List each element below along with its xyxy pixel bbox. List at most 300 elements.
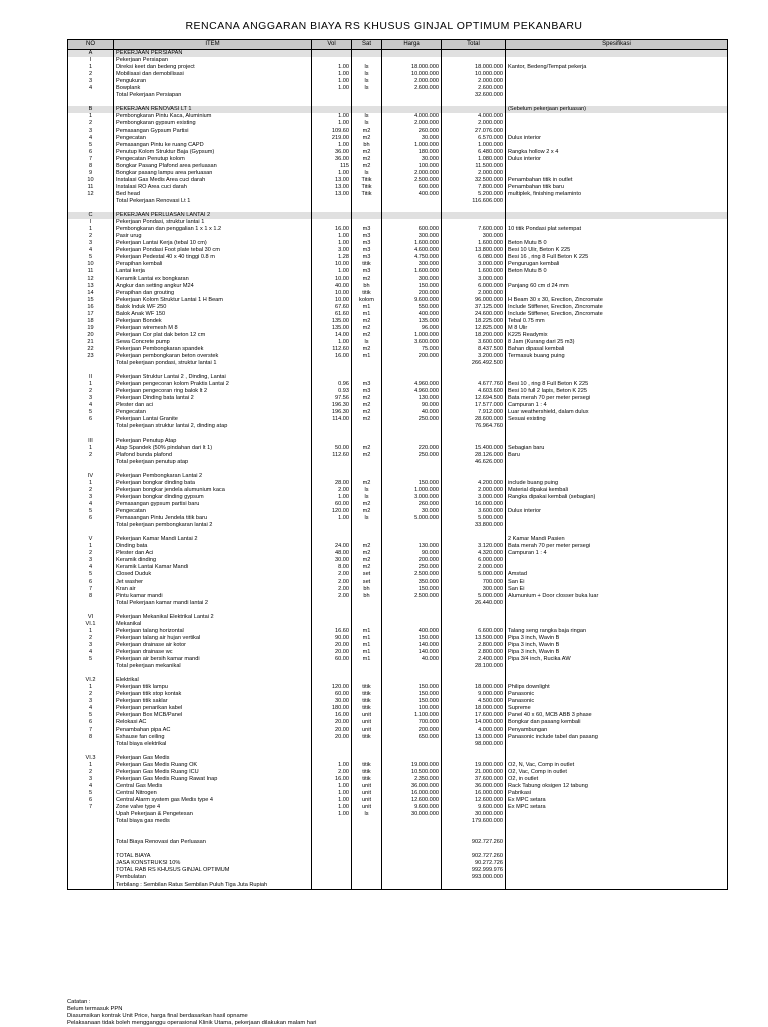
total-price: 11.500.000 xyxy=(442,163,506,170)
table-header-row xyxy=(68,40,728,50)
row-number: 2 xyxy=(68,635,114,642)
unit-price: 2.000.000 xyxy=(382,120,442,127)
table-row xyxy=(68,261,728,268)
unit-price: 1.000.000 xyxy=(382,142,442,149)
unit-price: 130.000 xyxy=(382,395,442,402)
unit-price: 3.000.000 xyxy=(382,494,442,501)
item-description: Pemasangan Pintu ke ruang CAPD xyxy=(114,142,312,149)
row-number: 4 xyxy=(68,649,114,656)
specification xyxy=(506,459,728,466)
row-number: 1 xyxy=(68,226,114,233)
unit: unit xyxy=(352,712,382,719)
row-number xyxy=(68,431,114,438)
item-description xyxy=(114,846,312,853)
unit xyxy=(352,423,382,430)
spacer-row xyxy=(68,367,728,374)
unit: titik xyxy=(352,290,382,297)
row-number: 15 xyxy=(68,297,114,304)
table-row xyxy=(68,57,728,64)
unit: titik xyxy=(352,691,382,698)
item-description: Pengecatan xyxy=(114,135,312,142)
unit-price: 30.000 xyxy=(382,156,442,163)
specification xyxy=(506,557,728,564)
unit: m2 xyxy=(352,501,382,508)
specification xyxy=(506,113,728,120)
item-description: Pekerjaan Pondasi Foot plate tebal 30 cm xyxy=(114,247,312,254)
specification: San Ei xyxy=(506,586,728,593)
volume: 1.00 xyxy=(312,790,352,797)
total-price: 9.000.000 xyxy=(442,691,506,698)
specification: Dulux interior xyxy=(506,135,728,142)
row-number: 23 xyxy=(68,353,114,360)
total-price: 902.727.260 xyxy=(442,853,506,860)
item-description: Kran air xyxy=(114,586,312,593)
section-header-row xyxy=(68,50,728,58)
volume: 10.00 xyxy=(312,261,352,268)
volume: 180.00 xyxy=(312,705,352,712)
item-description: Mobilisasi dan demobilisasi xyxy=(114,71,312,78)
unit: ls xyxy=(352,487,382,494)
row-number: 10 xyxy=(68,261,114,268)
volume xyxy=(312,360,352,367)
volume: 120.00 xyxy=(312,684,352,691)
unit-price: 400.000 xyxy=(382,311,442,318)
volume xyxy=(312,867,352,874)
unit-price xyxy=(382,755,442,762)
unit-price: 1.600.000 xyxy=(382,268,442,275)
specification xyxy=(506,120,728,127)
volume: 1.00 xyxy=(312,804,352,811)
row-number xyxy=(68,811,114,818)
total-price: 3.600.000 xyxy=(442,339,506,346)
unit-price xyxy=(382,832,442,839)
item-description: Total pekerjaan penutup atap xyxy=(114,459,312,466)
row-number: 3 xyxy=(68,642,114,649)
row-number: 7 xyxy=(68,156,114,163)
specification: Beton Mutu B 0 xyxy=(506,268,728,275)
unit-price xyxy=(382,741,442,748)
specification xyxy=(506,367,728,374)
total-price: 6.480.000 xyxy=(442,149,506,156)
table-row xyxy=(68,508,728,515)
unit: ls xyxy=(352,120,382,127)
specification: Penambahan titik in outlet xyxy=(506,177,728,184)
volume: 1.00 xyxy=(312,170,352,177)
volume: 30.00 xyxy=(312,557,352,564)
specification: M 8 Ulir xyxy=(506,325,728,332)
total-price: 4.000.000 xyxy=(442,113,506,120)
table-row xyxy=(68,705,728,712)
row-number: 1 xyxy=(68,628,114,635)
unit: m2 xyxy=(352,163,382,170)
row-number: 12 xyxy=(68,191,114,198)
unit: ls xyxy=(352,170,382,177)
table-row xyxy=(68,874,728,881)
specification: Bongkar dan pasang kembali xyxy=(506,719,728,726)
unit-price: 4.000.000 xyxy=(382,113,442,120)
row-number: V xyxy=(68,536,114,543)
unit-price: 200.000 xyxy=(382,290,442,297)
unit: m2 xyxy=(352,564,382,571)
unit-price: 2.000.000 xyxy=(382,170,442,177)
specification xyxy=(506,374,728,381)
row-number: 6 xyxy=(68,797,114,804)
unit-price: 18.000.000 xyxy=(382,64,442,71)
unit-price xyxy=(382,374,442,381)
unit xyxy=(352,621,382,628)
unit: kolom xyxy=(352,297,382,304)
unit-price: 130.000 xyxy=(382,543,442,550)
total-price: 1.600.000 xyxy=(442,268,506,275)
unit: m3 xyxy=(352,240,382,247)
volume xyxy=(312,374,352,381)
volume: 114.00 xyxy=(312,416,352,423)
table-row xyxy=(68,78,728,85)
unit-price: 150.000 xyxy=(382,283,442,290)
table-row xyxy=(68,268,728,275)
total-price: 30.000.000 xyxy=(442,811,506,818)
unit xyxy=(352,748,382,755)
item-description: Pasir urug xyxy=(114,233,312,240)
item-description: Pekerjaan air bersih kamar mandi xyxy=(114,656,312,663)
unit xyxy=(352,867,382,874)
table-row xyxy=(68,85,728,92)
unit: m1 xyxy=(352,304,382,311)
specification xyxy=(506,142,728,149)
unit: m2 xyxy=(352,416,382,423)
volume xyxy=(312,677,352,684)
total-price xyxy=(442,473,506,480)
volume xyxy=(312,529,352,536)
item-description: Plester dan Aci xyxy=(114,550,312,557)
specification xyxy=(506,515,728,522)
volume xyxy=(312,219,352,226)
unit: m1 xyxy=(352,311,382,318)
item-description: Instalasi RO Area cuci darah xyxy=(114,184,312,191)
total-price: 179.600.000 xyxy=(442,818,506,825)
total-price: 116.606.000 xyxy=(442,198,506,205)
row-number: 1 xyxy=(68,64,114,71)
unit-price xyxy=(382,205,442,212)
table-row xyxy=(68,64,728,71)
total-price: 6.080.000 xyxy=(442,254,506,261)
table-row xyxy=(68,381,728,388)
table-row xyxy=(68,191,728,198)
row-number: 6 xyxy=(68,579,114,586)
item-description: Pekerjaan bongkar dinding gypsum xyxy=(114,494,312,501)
item-description: Pekerjaan pengecoran kolom Praktis Lantai 2 xyxy=(114,381,312,388)
unit: bh xyxy=(352,142,382,149)
item-description: Bongkar Pasang Plafond area perluasan xyxy=(114,163,312,170)
specification: O2, in outlet xyxy=(506,776,728,783)
row-number: 4 xyxy=(68,402,114,409)
unit-price: 2.350.000 xyxy=(382,776,442,783)
row-number: 5 xyxy=(68,508,114,515)
item-description xyxy=(114,825,312,832)
unit: m3 xyxy=(352,226,382,233)
table-row xyxy=(68,818,728,825)
unit-price: 12.600.000 xyxy=(382,797,442,804)
volume: 8.00 xyxy=(312,564,352,571)
unit: ls xyxy=(352,515,382,522)
row-number xyxy=(68,205,114,212)
item-description: Direksi keet dan bedeng project xyxy=(114,64,312,71)
row-number xyxy=(68,607,114,614)
unit: bh xyxy=(352,586,382,593)
table-row xyxy=(68,741,728,748)
total-price: 300.000 xyxy=(442,586,506,593)
unit-price: 150.000 xyxy=(382,586,442,593)
total-price: 2.000.000 xyxy=(442,564,506,571)
specification: Beton Mutu B 0 xyxy=(506,240,728,247)
total-price: 28.600.000 xyxy=(442,416,506,423)
item-description: Zone valve type 4 xyxy=(114,804,312,811)
item-description: Pekerjaan titik lampu xyxy=(114,684,312,691)
volume: 120.00 xyxy=(312,508,352,515)
unit-price: 10.500.000 xyxy=(382,769,442,776)
volume: 1.00 xyxy=(312,268,352,275)
unit-price: 4.960.000 xyxy=(382,381,442,388)
unit: m2 xyxy=(352,156,382,163)
unit-price: 150.000 xyxy=(382,684,442,691)
total-price: 12.825.000 xyxy=(442,325,506,332)
total-price xyxy=(442,57,506,64)
volume xyxy=(312,663,352,670)
table-row xyxy=(68,92,728,99)
unit-price xyxy=(382,846,442,853)
unit xyxy=(352,600,382,607)
row-number: 8 xyxy=(68,163,114,170)
specification xyxy=(506,825,728,832)
table-row xyxy=(68,297,728,304)
volume xyxy=(312,818,352,825)
unit-price: 135.000 xyxy=(382,318,442,325)
volume: 1.00 xyxy=(312,233,352,240)
row-number: IV xyxy=(68,473,114,480)
total-price xyxy=(442,431,506,438)
row-number: VI.3 xyxy=(68,755,114,762)
item-description: Total pekerjaan mekanikal xyxy=(114,663,312,670)
total-price xyxy=(442,50,506,58)
item-description: Pekerjaan titik stop kontak xyxy=(114,691,312,698)
volume: 13.00 xyxy=(312,184,352,191)
total-price: 4.677.760 xyxy=(442,381,506,388)
unit: Titik xyxy=(352,177,382,184)
row-number: 1 xyxy=(68,762,114,769)
unit-price: 260.000 xyxy=(382,128,442,135)
table-row xyxy=(68,621,728,628)
unit-price xyxy=(382,536,442,543)
unit-price: 1.600.000 xyxy=(382,240,442,247)
specification xyxy=(506,290,728,297)
total-price: 7.912.000 xyxy=(442,409,506,416)
item-description: Pekerjaan Pedestal 40 x 40 tinggi 0.8 m xyxy=(114,254,312,261)
item-description: Bed head xyxy=(114,191,312,198)
unit xyxy=(352,529,382,536)
row-number xyxy=(68,466,114,473)
unit-price xyxy=(382,853,442,860)
row-number xyxy=(68,825,114,832)
total-price xyxy=(442,205,506,212)
volume: 40.00 xyxy=(312,283,352,290)
specification: Rack Tabung oksigen 12 tabung xyxy=(506,783,728,790)
row-number xyxy=(68,832,114,839)
item-description: Angkur dan setting angkur M24 xyxy=(114,283,312,290)
spacer-row xyxy=(68,466,728,473)
table-row xyxy=(68,388,728,395)
unit: titik xyxy=(352,705,382,712)
col-header-vol: Vol xyxy=(312,40,352,50)
unit-price: 30.000.000 xyxy=(382,811,442,818)
volume: 2.00 xyxy=(312,593,352,600)
item-description: Bongkar pasang lampu area perluasan xyxy=(114,170,312,177)
unit xyxy=(352,459,382,466)
row-number: 5 xyxy=(68,142,114,149)
specification: Sebagian baru xyxy=(506,445,728,452)
item-description: Pekerjaan talang air hujan vertikal xyxy=(114,635,312,642)
unit-price: 75.000 xyxy=(382,346,442,353)
specification xyxy=(506,501,728,508)
total-price: 2.000.000 xyxy=(442,78,506,85)
row-number: 4 xyxy=(68,783,114,790)
specification: Besi 16 , ring 8 Full Beton K 225 xyxy=(506,254,728,261)
unit-price: 19.000.000 xyxy=(382,762,442,769)
specification xyxy=(506,670,728,677)
item-description: Pekerjaan bongkar dinding bata xyxy=(114,480,312,487)
unit: m2 xyxy=(352,128,382,135)
table-row xyxy=(68,790,728,797)
row-number: 8 xyxy=(68,734,114,741)
unit: m2 xyxy=(352,325,382,332)
section-header-row xyxy=(68,106,728,113)
section-header-row xyxy=(68,212,728,219)
table-row xyxy=(68,142,728,149)
table-row xyxy=(68,593,728,600)
total-price: 32.600.000 xyxy=(442,92,506,99)
table-row xyxy=(68,797,728,804)
table-row xyxy=(68,586,728,593)
specification xyxy=(506,50,728,58)
total-price: 24.600.000 xyxy=(442,311,506,318)
unit-price: 150.000 xyxy=(382,635,442,642)
item-description xyxy=(114,670,312,677)
unit xyxy=(352,473,382,480)
volume: 1.00 xyxy=(312,811,352,818)
volume xyxy=(312,741,352,748)
unit xyxy=(352,614,382,621)
unit xyxy=(352,99,382,106)
unit-price: 36.000.000 xyxy=(382,783,442,790)
item-description: PEKERJAAN PERLUASAN LANTAI 2 xyxy=(114,212,312,219)
volume xyxy=(312,423,352,430)
row-number: 3 xyxy=(68,494,114,501)
table-row xyxy=(68,247,728,254)
unit: m3 xyxy=(352,268,382,275)
item-description: Pekerjaan pembongkaran beton overstek xyxy=(114,353,312,360)
unit: titik xyxy=(352,734,382,741)
table-row xyxy=(68,614,728,621)
specification xyxy=(506,522,728,529)
total-price xyxy=(442,438,506,445)
unit-price xyxy=(382,621,442,628)
table-row xyxy=(68,783,728,790)
item-description: Keramik dinding xyxy=(114,557,312,564)
specification: Supreme xyxy=(506,705,728,712)
table-row xyxy=(68,719,728,726)
item-description: Penambahan pipa AC xyxy=(114,727,312,734)
row-number: 3 xyxy=(68,776,114,783)
unit-price: 600.000 xyxy=(382,226,442,233)
col-header-item: ITEM xyxy=(114,40,312,50)
volume: 24.00 xyxy=(312,543,352,550)
unit-price: 4.960.000 xyxy=(382,388,442,395)
unit xyxy=(352,50,382,58)
table-row xyxy=(68,71,728,78)
row-number: 4 xyxy=(68,85,114,92)
unit: ls xyxy=(352,64,382,71)
item-description: Terbilang : Sembilan Ratus Sembilan Puluh Tiga Juta Rupiah xyxy=(114,882,312,890)
row-number: 2 xyxy=(68,452,114,459)
row-number: VI.1 xyxy=(68,621,114,628)
volume: 1.00 xyxy=(312,120,352,127)
item-description: Pekerjaan pengecoran ring balok lt 2 xyxy=(114,388,312,395)
volume: 13.00 xyxy=(312,177,352,184)
unit xyxy=(352,860,382,867)
specification: O2, Vac, Comp in outlet xyxy=(506,769,728,776)
table-row xyxy=(68,402,728,409)
volume: 90.00 xyxy=(312,635,352,642)
specification: Panasonic include tabel dan pasang xyxy=(506,734,728,741)
table-row xyxy=(68,163,728,170)
unit: m1 xyxy=(352,649,382,656)
total-price xyxy=(442,536,506,543)
unit-price: 200.000 xyxy=(382,557,442,564)
unit: m1 xyxy=(352,656,382,663)
item-description: Pekerjaan Box MCB/Panel xyxy=(114,712,312,719)
item-description: Pekerjaan drainase wc xyxy=(114,649,312,656)
unit-price: 400.000 xyxy=(382,628,442,635)
volume xyxy=(312,459,352,466)
item-description: Central Nitrogen xyxy=(114,790,312,797)
item-description: Pekerjaan Pembongkaran Lantai 2 xyxy=(114,473,312,480)
unit-price: 1.000.000 xyxy=(382,332,442,339)
volume xyxy=(312,99,352,106)
unit-price xyxy=(382,663,442,670)
item-description: Relokasi AC xyxy=(114,719,312,726)
table-row xyxy=(68,318,728,325)
row-number xyxy=(68,92,114,99)
specification xyxy=(506,466,728,473)
unit: bh xyxy=(352,283,382,290)
unit-price: 40.000 xyxy=(382,656,442,663)
table-row xyxy=(68,438,728,445)
specification: Panasonic xyxy=(506,698,728,705)
table-row xyxy=(68,198,728,205)
volume: 16.00 xyxy=(312,712,352,719)
volume: 16.60 xyxy=(312,628,352,635)
unit-price xyxy=(382,748,442,755)
row-number: A xyxy=(68,50,114,58)
row-number: 7 xyxy=(68,804,114,811)
specification: O2, N, Vac, Comp in outlet xyxy=(506,762,728,769)
total-price: 7.600.000 xyxy=(442,226,506,233)
specification xyxy=(506,564,728,571)
volume xyxy=(312,92,352,99)
item-description: Total pekerjaan pondasi, struktur lantai 1 xyxy=(114,360,312,367)
total-price: 18.000.000 xyxy=(442,684,506,691)
row-number: 7 xyxy=(68,727,114,734)
specification xyxy=(506,614,728,621)
